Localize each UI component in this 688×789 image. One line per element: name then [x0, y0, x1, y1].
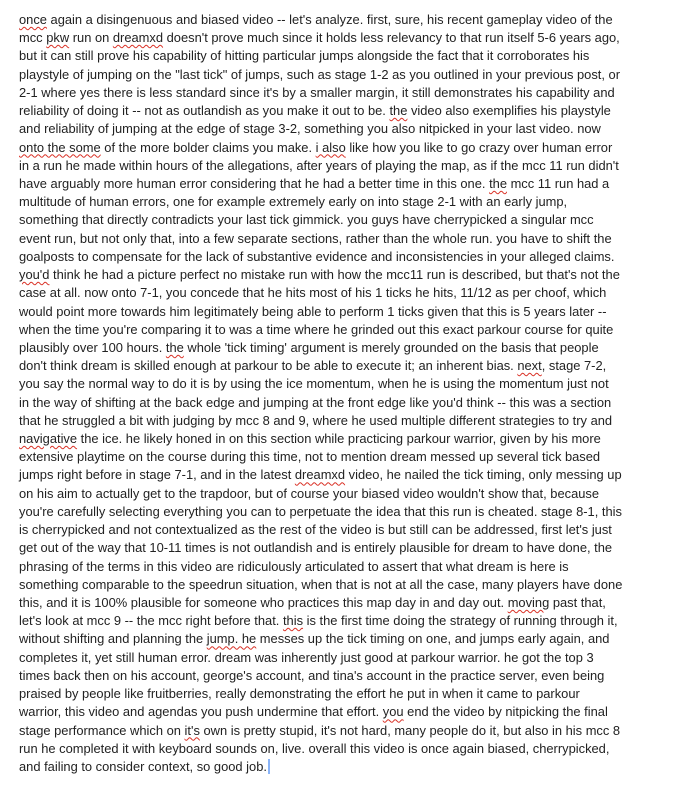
text-run: think he had a picture perfect no mistake run with how the mcc11 run is described, but that's not the [49, 267, 620, 283]
text-run: let's look at mcc 9 -- the mcc right before that. [19, 613, 283, 629]
text-line [19, 649, 669, 667]
text-line [19, 466, 669, 484]
text-line [19, 722, 669, 740]
text-run: you say the normal way to do it is by using the ice momentum, when he is using the momentum just not [19, 376, 609, 392]
text-line [19, 740, 669, 758]
text-line [19, 175, 669, 193]
text-run: but it can still prove his capability of hitting particular jumps alongside the fact that it corroborates his [19, 48, 590, 64]
text-run: own is pretty stupid, it's not hard, many people do it, but also in his mcc 8 [199, 722, 621, 738]
text-line [19, 758, 669, 776]
misspelled-word: the [489, 175, 507, 191]
text-run: video, he nailed the tick timing, only messing up [345, 467, 622, 483]
text-run: video also exemplifies his playstyle [407, 103, 611, 119]
text-run: extensive playtime on the course during this time, not to mention dream messed up several tick based [19, 449, 601, 465]
text-line [19, 576, 669, 594]
misspelled-word: dreamxd [112, 30, 164, 46]
text-line [19, 375, 669, 393]
text-run: don't think dream is skilled enough at parkour to be able to execute it; an inherent bias. [19, 358, 518, 374]
text-run: have arguably more human error considering that he had a better time in this one. [19, 175, 490, 191]
text-line [19, 266, 669, 284]
misspelled-word: pkw [46, 30, 70, 46]
misspelled-word: jump. he [206, 631, 257, 647]
text-run: mcc [19, 30, 47, 46]
text-run: when the time you're comparing it to was a time where he grinded out this exact parkour course for quite [19, 321, 614, 337]
text-run: goalposts to compensate for the lack of substantive evidence and inconsistencies in your alleged claims. [19, 248, 615, 264]
text-line [19, 521, 669, 539]
text-run: run on [69, 30, 113, 46]
text-run: this, and it is 100% plausible for someone who practices this map day in and day out. [19, 595, 508, 610]
text-run: multitude of human errors, one for example extremely early on into stage 2-1 with an early jump, [19, 194, 568, 210]
misspelled-word: it's [184, 722, 200, 738]
text-line [19, 630, 669, 648]
text-run: and reliability of jumping at the edge of stage 3-2, something you also nitpicked in your last video. now [19, 121, 601, 137]
text-run: doesn't prove much since it holds less relevancy to that run itself 5-6 years ago, [163, 30, 620, 46]
misspelled-word: you [382, 704, 404, 720]
misspelled-word: moving [507, 595, 550, 610]
misspelled-word: i also [315, 139, 346, 155]
text-line [19, 685, 669, 703]
text-line [19, 321, 669, 339]
misspelled-word: the [165, 339, 184, 355]
misspelled-word: you'd [19, 267, 50, 283]
text-run: you're carefully selecting everything you can to perpetuate the idea that this run is cheated. stage 8-1, this [19, 503, 622, 519]
text-run: jumps right before in stage 7-1, and in the latest [19, 467, 295, 483]
text-line [19, 84, 669, 102]
text-run: messes up the tick timing on one, and jumps early again, and [256, 631, 610, 647]
text-cursor [268, 759, 270, 774]
text-run: whole 'tick timing' argument is merely grounded on the basis that people [183, 339, 599, 355]
text-line [19, 357, 669, 375]
text-line [19, 539, 669, 557]
text-run: phrasing of the terms in this video are ridiculously articulated to assert that what dream is here is [19, 558, 569, 574]
text-run: stage performance which on [19, 722, 185, 738]
text-run: something that directly contradicts your last tick gimmick. you guys have cherrypicked a singular mcc [19, 212, 594, 228]
text-run: get out of the way that 10-11 times is not outlandish and is entirely plausible for dream to have done, the [19, 540, 613, 556]
text-run: times back then on his account, george's account, and tina's account in the practice server, even being [19, 667, 605, 683]
misspelled-word: once [19, 12, 47, 27]
text-line [19, 703, 669, 721]
text-line [19, 594, 669, 612]
text-run: run he completed it with keyboard sounds on, live. overall this video is once again biased, cherrypicked, [19, 740, 610, 756]
text-line [19, 248, 669, 266]
text-run: end the video by nitpicking the final [403, 704, 608, 720]
text-run: 2-1 where yes there is less standard since it's by a smaller margin, it still demonstrates his capability and [19, 84, 615, 100]
text-line [19, 157, 669, 175]
text-line [19, 211, 669, 229]
misspelled-word: next [517, 358, 542, 374]
text-line [19, 139, 669, 157]
misspelled-word: this [282, 613, 304, 629]
text-run: , stage 7-2, [541, 358, 607, 374]
misspelled-word: the [389, 103, 408, 119]
text-run: in the way of shifting at the back edge and jumping at the front edge like you'd think -- this was a section [19, 394, 612, 410]
text-line [19, 66, 669, 84]
text-run: past that, [549, 595, 606, 610]
text-run: playstyle of jumping on the "last tick" of jumps, such as stage 1-2 as you outlined in your previous post, or [19, 66, 621, 82]
text-run: something comparable to the speedrun situation, when that is not at all the case, many players have done [19, 576, 623, 592]
text-line [19, 47, 669, 65]
text-run: is cherrypicked and not contextualized as the rest of the video is but still can be addressed, first let's just [19, 522, 612, 538]
text-run: of the more bolder claims you make. [100, 139, 316, 155]
text-line [19, 394, 669, 412]
misspelled-word: onto the some [19, 139, 101, 155]
text-line [19, 284, 669, 302]
text-run: that he struggled a bit with judging by mcc 8 and 9, where he used multiple different strategies to try and [19, 412, 613, 428]
text-line [19, 667, 669, 685]
text-run: mcc 11 run had a [506, 175, 610, 191]
text-line [19, 412, 669, 430]
text-run: event run, but not only that, into a few separate sections, rather than the whole run. you have to shift the [19, 230, 612, 246]
text-line [19, 193, 669, 211]
text-run: like how you like to go crazy over human error [345, 139, 613, 155]
text-run: on his aim to actually get to the trapdoor, but of course your biased video wouldn't show that, because [19, 485, 600, 501]
text-line [19, 102, 669, 120]
text-run: warrior, this video and agendas you push undermine that effort. [19, 704, 383, 720]
text-run: and failing to consider context, so good job. [19, 758, 267, 774]
text-run: case at all. now onto 7-1, you concede that he hits most of his 1 ticks he hits, 11/12 as per choof, which [19, 285, 607, 301]
text-run: plausibly over 100 hours. [19, 339, 166, 355]
text-line [19, 485, 669, 503]
text-line [19, 230, 669, 248]
text-line [19, 558, 669, 576]
text-run: without shifting and planning the [19, 631, 207, 647]
text-run: again a disingenuous and biased video -- let's analyze. first, sure, his recent gameplay video of the [46, 12, 613, 27]
misspelled-word: navigative [19, 431, 78, 447]
text-line [19, 120, 669, 138]
text-line [19, 430, 669, 448]
text-line [19, 11, 669, 29]
document-body[interactable] [19, 11, 669, 776]
text-run: the ice. he likely honed in on this section while practicing parkour warrior, given by his more [77, 431, 601, 447]
text-run: in a run he made within hours of the allegations, after years of playing the map, as if the mcc 11 run didn't [19, 157, 619, 173]
text-run: completes it, yet still human error. dream was inherently just good at parkour warrior. he got the top 3 [19, 649, 594, 665]
text-line [19, 303, 669, 321]
text-run: reliability of doing it -- not as outlandish as you make it out to be. [19, 103, 390, 119]
text-run: praised by people like fruitberries, really demonstrating the effort he put in when it came to parkour [19, 686, 580, 702]
text-run: is the first time doing the strategy of running through it, [303, 613, 618, 629]
text-line [19, 612, 669, 630]
text-line [19, 29, 669, 47]
text-line [19, 503, 669, 521]
text-line [19, 448, 669, 466]
misspelled-word: dreamxd [294, 467, 346, 483]
text-line [19, 339, 669, 357]
text-run: would point more towards him legitimately being able to perform 1 ticks given that this is 5 years later -- [19, 303, 607, 319]
